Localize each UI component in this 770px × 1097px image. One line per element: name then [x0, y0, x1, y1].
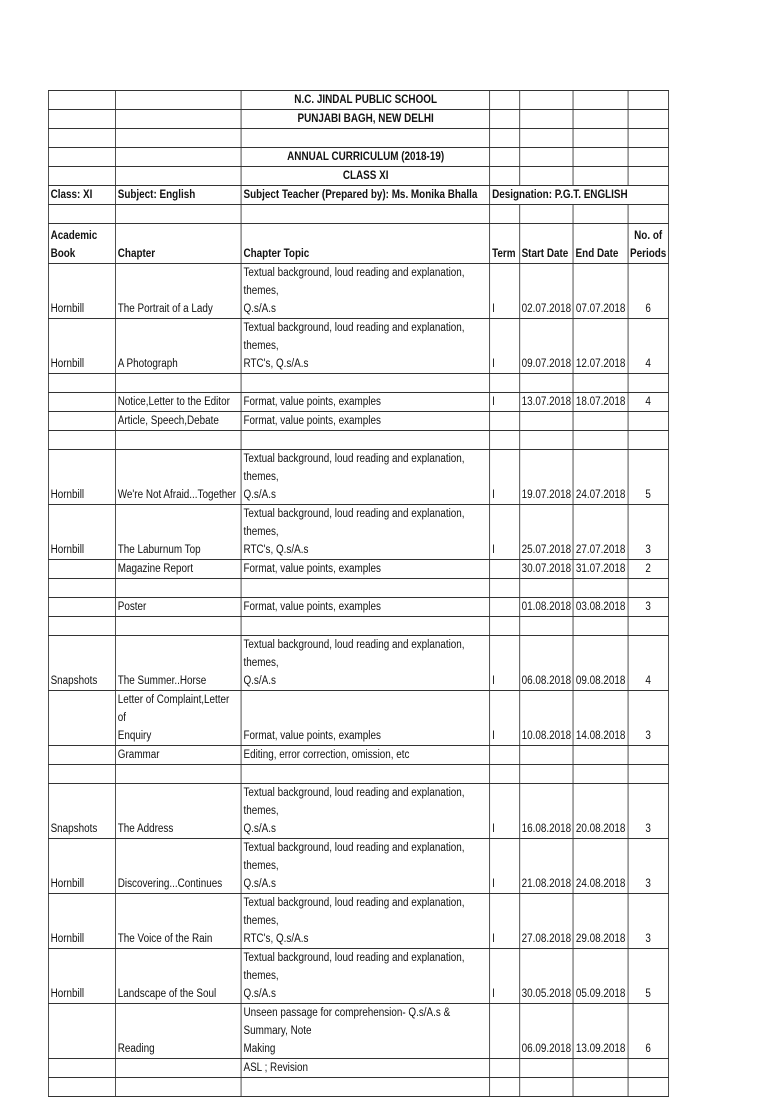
cell-term	[490, 560, 519, 579]
cell-book	[48, 598, 115, 617]
cell-chapter: Poster	[116, 598, 242, 617]
cell-end: 05.09.2018	[573, 949, 627, 1004]
cell-start	[519, 1059, 573, 1078]
cell-periods	[628, 412, 669, 431]
cell-periods	[628, 746, 669, 765]
cell-periods: 4	[628, 393, 669, 412]
curriculum-table	[48, 90, 669, 1097]
cell-periods	[628, 374, 669, 393]
cell-chapter: Magazine Report	[116, 560, 242, 579]
cell-periods: 3	[628, 598, 669, 617]
col-end-header: End Date	[573, 224, 627, 264]
table-row	[48, 319, 668, 374]
cell-chapter	[116, 431, 242, 450]
cell-end	[573, 412, 627, 431]
cell-periods: 5	[628, 450, 669, 505]
blank-row	[48, 431, 668, 450]
cell-periods: 3	[628, 839, 669, 894]
cell-book	[48, 393, 115, 412]
table-row	[48, 560, 668, 579]
cell-periods: 3	[628, 691, 669, 746]
cell-end	[573, 765, 627, 784]
cell-start: 10.08.2018	[519, 691, 573, 746]
cell-start	[519, 412, 573, 431]
cell-term	[490, 746, 519, 765]
col-chapter-header: Chapter	[116, 224, 242, 264]
cell-start: 27.08.2018	[519, 894, 573, 949]
cell-end: 03.08.2018	[573, 598, 627, 617]
cell-term: I	[490, 393, 519, 412]
table-row	[48, 412, 668, 431]
cell-term	[490, 1004, 519, 1059]
cell-start: 19.07.2018	[519, 450, 573, 505]
cell-periods: 6	[628, 1004, 669, 1059]
cell-start: 09.07.2018	[519, 319, 573, 374]
cell-chapter	[116, 579, 242, 598]
cell-start: 13.07.2018	[519, 393, 573, 412]
cell-start: 01.08.2018	[519, 598, 573, 617]
cell-start: 30.05.2018	[519, 949, 573, 1004]
cell-topic: Format, value points, examples	[241, 598, 490, 617]
col-term-header: Term	[490, 224, 519, 264]
cell-book: Hornbill	[48, 450, 115, 505]
cell-topic: Textual background, loud reading and explanation, themes, RTC's, Q.s/A.s	[241, 894, 490, 949]
cell-book	[48, 765, 115, 784]
cell-periods	[628, 1078, 669, 1097]
cell-topic	[241, 374, 490, 393]
table-row	[48, 264, 668, 319]
cell-topic: Format, value points, examples	[241, 691, 490, 746]
cell-term: I	[490, 450, 519, 505]
curriculum-title: ANNUAL CURRICULUM (2018-19)	[241, 148, 490, 167]
cell-chapter: Discovering...Continues	[116, 839, 242, 894]
cell-start: 06.08.2018	[519, 636, 573, 691]
cell-chapter	[116, 765, 242, 784]
cell-term	[490, 431, 519, 450]
cell-book	[48, 579, 115, 598]
cell-end: 29.08.2018	[573, 894, 627, 949]
cell-topic	[241, 431, 490, 450]
cell-term: I	[490, 319, 519, 374]
cell-book: Hornbill	[48, 894, 115, 949]
cell-end	[573, 746, 627, 765]
cell-topic: Textual background, loud reading and explanation, themes, RTC's, Q.s/A.s	[241, 319, 490, 374]
blank-row	[48, 579, 668, 598]
table-row	[48, 598, 668, 617]
cell-end	[573, 374, 627, 393]
cell-periods: 5	[628, 949, 669, 1004]
cell-term: I	[490, 894, 519, 949]
cell-periods	[628, 617, 669, 636]
cell-chapter: A Photograph	[116, 319, 242, 374]
table-row	[48, 894, 668, 949]
cell-periods: 6	[628, 264, 669, 319]
school-address: PUNJABI BAGH, NEW DELHI	[241, 110, 490, 129]
col-topic-header: Chapter Topic	[241, 224, 490, 264]
cell-topic: Format, value points, examples	[241, 560, 490, 579]
table-row	[48, 505, 668, 560]
cell-start	[519, 617, 573, 636]
cell-term	[490, 579, 519, 598]
table-row	[48, 949, 668, 1004]
cell-start: 25.07.2018	[519, 505, 573, 560]
cell-chapter	[116, 1059, 242, 1078]
col-book-header: Academic Book	[48, 224, 115, 264]
cell-end	[573, 1078, 627, 1097]
cell-book	[48, 374, 115, 393]
table-row	[48, 450, 668, 505]
cell-end: 31.07.2018	[573, 560, 627, 579]
cell-topic: Textual background, loud reading and explanation, themes, Q.s/A.s	[241, 839, 490, 894]
cell-start	[519, 746, 573, 765]
cell-end: 14.08.2018	[573, 691, 627, 746]
cell-book: Hornbill	[48, 949, 115, 1004]
cell-term: I	[490, 636, 519, 691]
blank-row	[48, 1078, 668, 1097]
cell-end	[573, 431, 627, 450]
cell-end: 13.09.2018	[573, 1004, 627, 1059]
cell-chapter: The Address	[116, 784, 242, 839]
cell-periods	[628, 1059, 669, 1078]
cell-topic: Format, value points, examples	[241, 412, 490, 431]
cell-start: 06.09.2018	[519, 1004, 573, 1059]
cell-term	[490, 1078, 519, 1097]
cell-topic: Textual background, loud reading and explanation, themes, Q.s/A.s	[241, 784, 490, 839]
cell-chapter: We're Not Afraid...Together	[116, 450, 242, 505]
cell-start: 30.07.2018	[519, 560, 573, 579]
cell-topic: Textual background, loud reading and explanation, themes, Q.s/A.s	[241, 949, 490, 1004]
cell-periods	[628, 431, 669, 450]
table-row	[48, 1059, 668, 1078]
cell-term: I	[490, 264, 519, 319]
cell-book: Snapshots	[48, 636, 115, 691]
cell-periods: 2	[628, 560, 669, 579]
cell-term: I	[490, 691, 519, 746]
cell-term: I	[490, 784, 519, 839]
cell-book	[48, 691, 115, 746]
cell-chapter: Letter of Complaint,Letter of Enquiry	[116, 691, 242, 746]
cell-term	[490, 374, 519, 393]
cell-periods: 3	[628, 784, 669, 839]
cell-start	[519, 765, 573, 784]
cell-end: 27.07.2018	[573, 505, 627, 560]
cell-term: I	[490, 839, 519, 894]
cell-chapter	[116, 374, 242, 393]
cell-book	[48, 560, 115, 579]
subject-label: Subject: English	[116, 186, 242, 205]
cell-chapter: The Voice of the Rain	[116, 894, 242, 949]
cell-end: 07.07.2018	[573, 264, 627, 319]
cell-periods: 4	[628, 319, 669, 374]
cell-topic: Textual background, loud reading and explanation, themes, Q.s/A.s	[241, 264, 490, 319]
cell-start	[519, 579, 573, 598]
cell-start	[519, 1078, 573, 1097]
cell-topic: Textual background, loud reading and explanation, themes, Q.s/A.s	[241, 450, 490, 505]
cell-periods: 3	[628, 505, 669, 560]
teacher-label: Subject Teacher (Prepared by): Ms. Monika Bhalla	[241, 186, 490, 205]
col-periods-header: No. of Periods	[628, 224, 669, 264]
cell-end: 20.08.2018	[573, 784, 627, 839]
cell-chapter	[116, 617, 242, 636]
cell-book	[48, 1004, 115, 1059]
cell-book	[48, 746, 115, 765]
cell-book	[48, 412, 115, 431]
cell-term: I	[490, 949, 519, 1004]
cell-term	[490, 617, 519, 636]
table-row	[48, 636, 668, 691]
cell-end	[573, 1059, 627, 1078]
cell-periods	[628, 579, 669, 598]
cell-book	[48, 431, 115, 450]
cell-chapter: The Portrait of a Lady	[116, 264, 242, 319]
cell-end	[573, 617, 627, 636]
cell-start: 16.08.2018	[519, 784, 573, 839]
cell-book	[48, 1078, 115, 1097]
cell-term	[490, 1059, 519, 1078]
blank-row	[48, 374, 668, 393]
cell-start: 21.08.2018	[519, 839, 573, 894]
cell-book: Hornbill	[48, 319, 115, 374]
cell-chapter: Article, Speech,Debate	[116, 412, 242, 431]
cell-end: 09.08.2018	[573, 636, 627, 691]
cell-term	[490, 598, 519, 617]
cell-start: 02.07.2018	[519, 264, 573, 319]
table-row	[48, 393, 668, 412]
cell-topic	[241, 1078, 490, 1097]
cell-chapter: Reading	[116, 1004, 242, 1059]
cell-periods: 3	[628, 894, 669, 949]
cell-book: Hornbill	[48, 505, 115, 560]
class-label: Class: XI	[48, 186, 115, 205]
table-row	[48, 1004, 668, 1059]
cell-topic	[241, 765, 490, 784]
designation-label: Designation: P.G.T. ENGLISH	[490, 186, 669, 205]
cell-topic	[241, 579, 490, 598]
cell-term	[490, 765, 519, 784]
table-row	[48, 784, 668, 839]
cell-chapter: Grammar	[116, 746, 242, 765]
cell-term	[490, 412, 519, 431]
cell-topic: Format, value points, examples	[241, 393, 490, 412]
blank-row	[48, 765, 668, 784]
class-heading: CLASS XI	[241, 167, 490, 186]
cell-end: 24.08.2018	[573, 839, 627, 894]
table-row	[48, 839, 668, 894]
cell-end: 18.07.2018	[573, 393, 627, 412]
cell-periods	[628, 765, 669, 784]
cell-book: Hornbill	[48, 839, 115, 894]
cell-topic: ASL ; Revision	[241, 1059, 490, 1078]
school-name: N.C. JINDAL PUBLIC SCHOOL	[241, 91, 490, 110]
cell-chapter: The Laburnum Top	[116, 505, 242, 560]
cell-topic	[241, 617, 490, 636]
column-header-row	[48, 224, 668, 264]
cell-book: Snapshots	[48, 784, 115, 839]
blank-row	[48, 617, 668, 636]
cell-end	[573, 579, 627, 598]
cell-start	[519, 431, 573, 450]
cell-topic: Unseen passage for comprehension- Q.s/A.s & Summary, Note Making	[241, 1004, 490, 1059]
cell-end: 12.07.2018	[573, 319, 627, 374]
cell-chapter: Landscape of the Soul	[116, 949, 242, 1004]
cell-topic: Textual background, loud reading and explanation, themes, RTC's, Q.s/A.s	[241, 505, 490, 560]
cell-chapter: Notice,Letter to the Editor	[116, 393, 242, 412]
cell-chapter	[116, 1078, 242, 1097]
cell-term: I	[490, 505, 519, 560]
table-row	[48, 746, 668, 765]
cell-book	[48, 617, 115, 636]
col-start-header: Start Date	[519, 224, 573, 264]
cell-book: Hornbill	[48, 264, 115, 319]
cell-start	[519, 374, 573, 393]
cell-end: 24.07.2018	[573, 450, 627, 505]
cell-topic: Textual background, loud reading and explanation, themes, Q.s/A.s	[241, 636, 490, 691]
cell-periods: 4	[628, 636, 669, 691]
table-row	[48, 691, 668, 746]
cell-topic: Editing, error correction, omission, etc	[241, 746, 490, 765]
cell-chapter: The Summer..Horse	[116, 636, 242, 691]
cell-book	[48, 1059, 115, 1078]
